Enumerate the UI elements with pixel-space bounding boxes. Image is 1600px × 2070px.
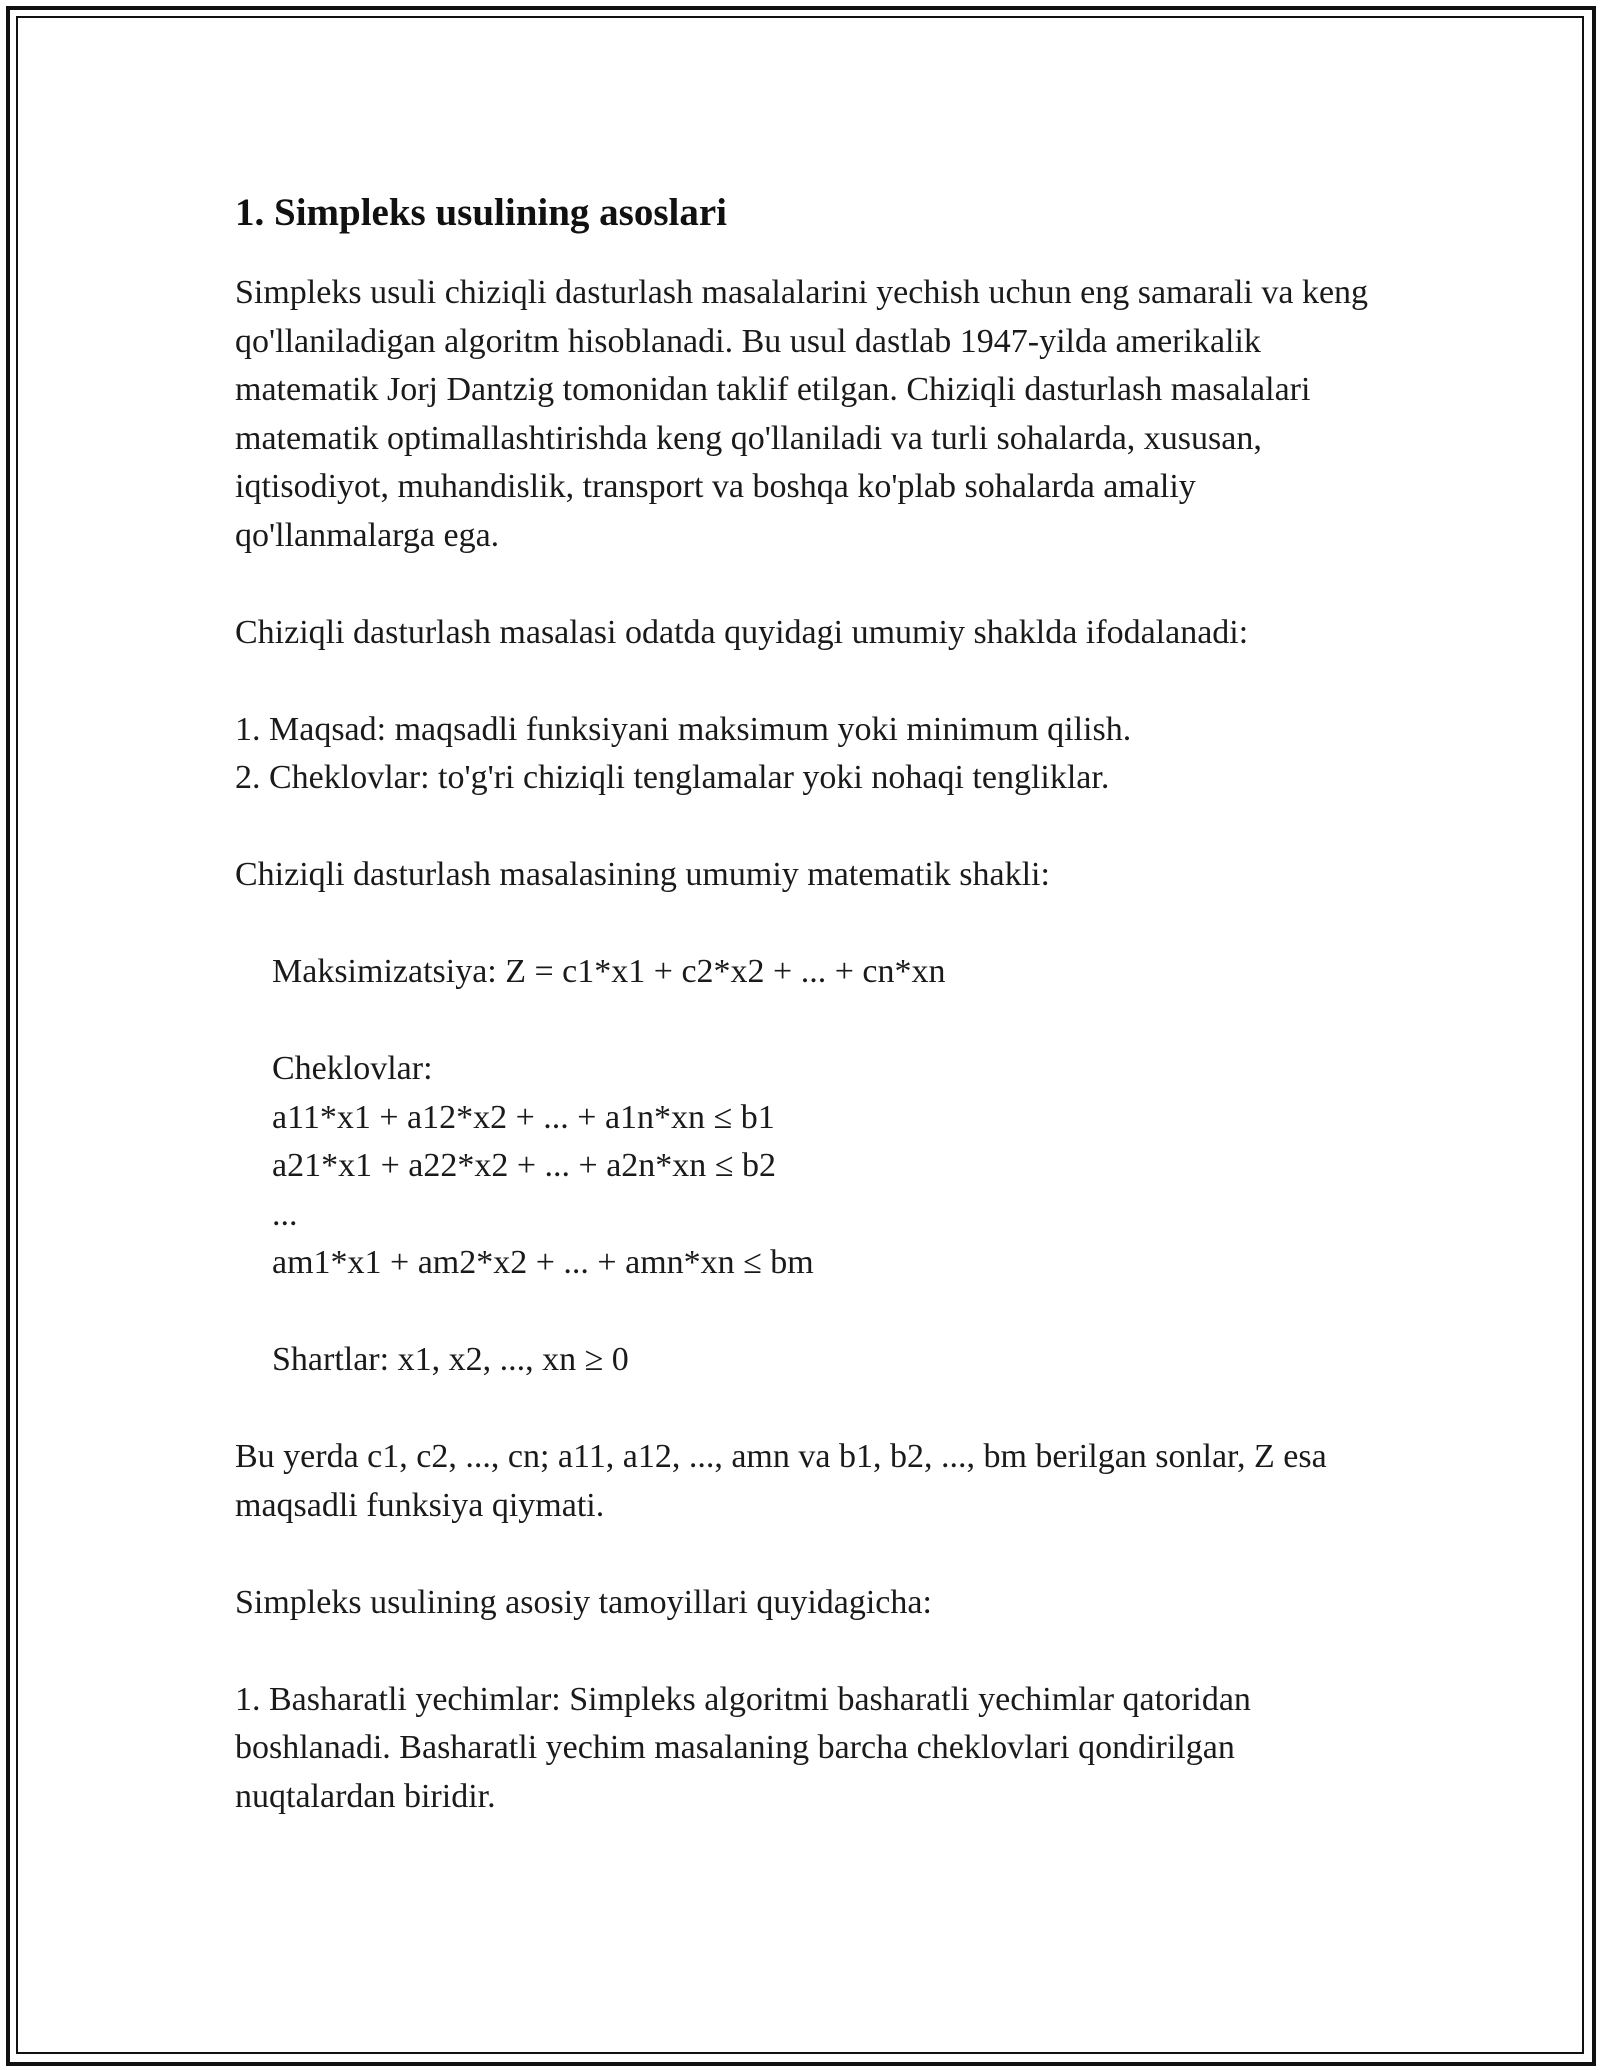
spacer [235, 1385, 1370, 1434]
principles-intro: Simpleks usulining asosiy tamoyillari quyidagicha: [235, 1583, 932, 1621]
general-form-intro: Chiziqli dasturlash masalasi odatda quyidagi umumiy shaklda ifodalanadi: [235, 613, 1249, 651]
constraint-line: ... [272, 1195, 298, 1233]
math-form-intro: Chiziqli dasturlash masalasining umumiy matematik shakli: [235, 856, 1050, 893]
explanation-paragraph: Bu yerda c1, c2, ..., cn; a11, a12, ..., amn va b1, b2, ..., bm berilgan sonlar, Z esa maqsadli funksiya qiymati. [235, 1438, 1327, 1524]
constraint-line: am1*x1 + am2*x2 + ... + amn*xn ≤ bm [272, 1244, 814, 1281]
list-item: 2. Cheklovlar: to'g'ri chiziqli tenglamalar yoki nohaqi tengliklar. [235, 759, 1110, 796]
intro-paragraph: Simpleks usuli chiziqli dasturlash masalalarini yechish uchun eng samarali va keng qo'llaniladigan algoritm hisoblanadi. Bu usul dastlab 1947-yilda amerikalik matematik Jorj Dantzig tomonidan taklif etilgan. Chiziqli dasturlash masalalari matematik optimallashtirishda keng qo'llaniladi va turli sohalarda, xususan, iqtisodiyot, muhandislik, transport va boshqa ko'plab sohalarda amaliy qo'llanmalarga ega. [235, 274, 1369, 554]
constraint-line: a21*x1 + a22*x2 + ... + a2n*xn ≤ b2 [272, 1147, 776, 1184]
spacer [235, 1288, 1370, 1337]
section-title: 1. Simpleks usulining asoslari [235, 191, 727, 234]
list-item: 1. Maqsad: maqsadli funksiyani maksimum yoki minimum qilish. [235, 710, 1132, 748]
spacer [235, 900, 1370, 949]
spacer [235, 1530, 1370, 1579]
spacer [235, 803, 1370, 852]
spacer [235, 1627, 1370, 1676]
objective-formula: Maksimizatsiya: Z = c1*x1 + c2*x2 + ... + cn*xn [272, 953, 946, 990]
principle-item: 1. Basharatli yechimlar: Simpleks algoritmi basharatli yechimlar qatoridan boshlanadi. Basharatli yechim masalaning barcha cheklovlari qondirilgan nuqtalardan biridir. [235, 1680, 1251, 1815]
constraints-label: Cheklovlar: [272, 1050, 433, 1087]
spacer [235, 560, 1370, 609]
conditions-formula: Shartlar: x1, x2, ..., xn ≥ 0 [272, 1341, 629, 1378]
spacer [235, 997, 1370, 1046]
spacer [235, 657, 1370, 706]
document-body [235, 185, 1370, 1821]
constraint-line: a11*x1 + a12*x2 + ... + a1n*xn ≤ b1 [272, 1098, 775, 1136]
